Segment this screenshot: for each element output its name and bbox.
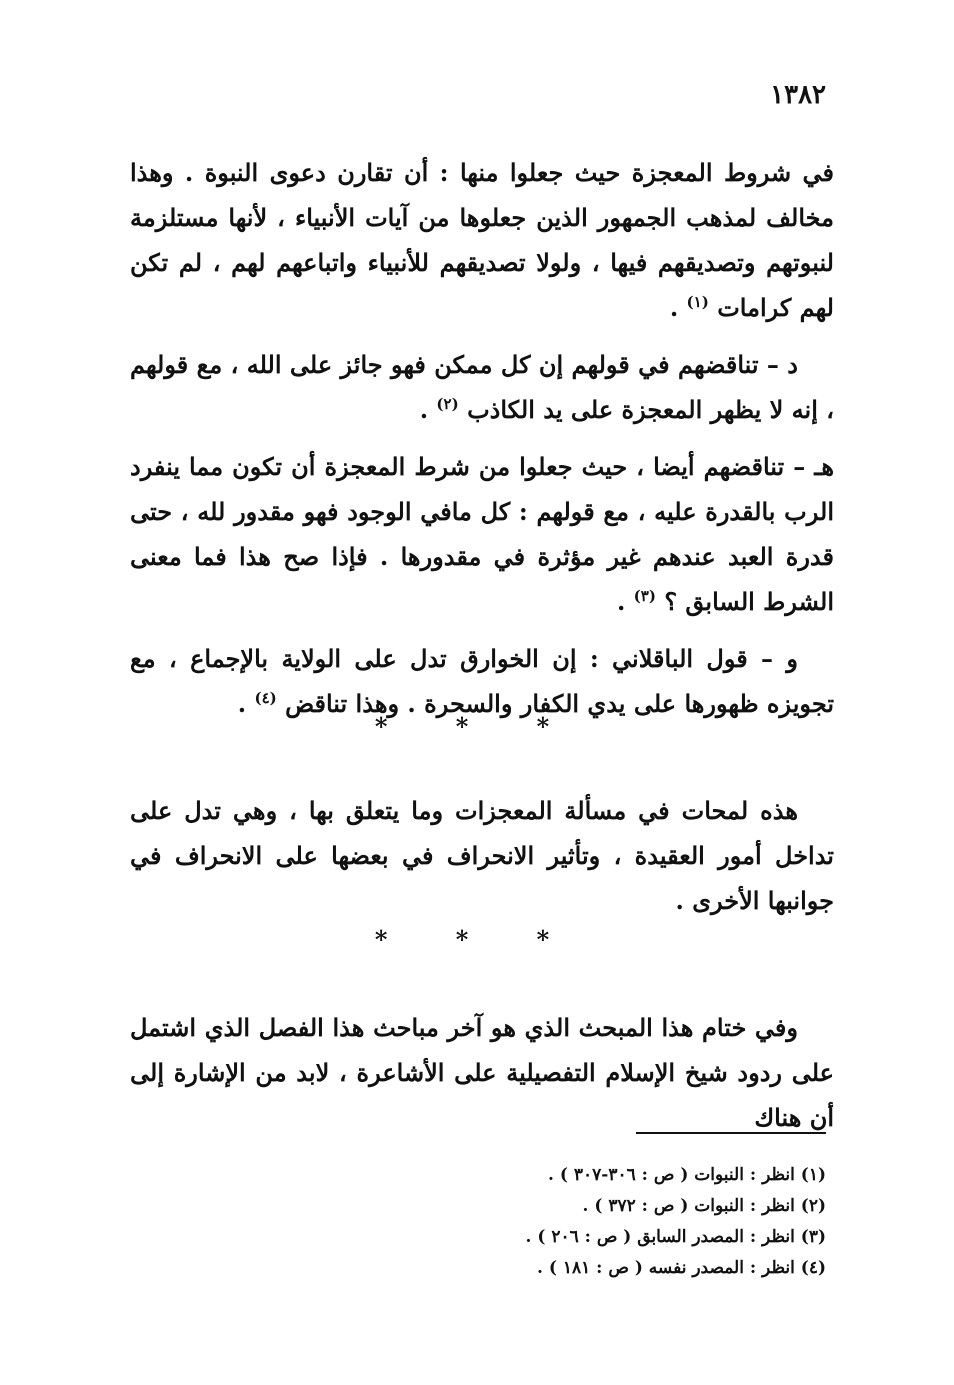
footnotes	[300, 1160, 826, 1284]
paragraph-dal	[130, 342, 834, 432]
footnote-3: (٣) انظر : المصدر السابق ( ص : ٢٠٦ ) .	[525, 1227, 826, 1247]
paragraph-text: هـ – تناقضهم أيضا ، حيث جعلوا من شرط المعجزة أن تكون مما ينفرد الرب بالقدرة عليه ، مع قولهم : كل مافي الوجود فهو مقدور لله ، حتى قدرة العبد عندهم غير مؤثرة في مقدورها . فإذا صح هذا فما معنى الشرط السابق ؟	[130, 452, 834, 616]
paragraph-summary: هذه لمحات في مسألة المعجزات وما يتعلق بها ، وهي تدل على تداخل أمور العقيدة ، وتأثير الانحراف في بعضها على الانحراف في جوانبها الأخرى .	[130, 796, 834, 915]
footnote-ref-1: (١)	[686, 293, 709, 311]
section-separator-2: * * *	[374, 925, 580, 954]
footnote-divider	[636, 1132, 826, 1134]
page-number: ١٣٨٢	[770, 80, 826, 110]
footnote-4: (٤) انظر : المصدر نفسه ( ص : ١٨١ ) .	[537, 1258, 826, 1278]
bottom-section	[130, 1005, 834, 1140]
paragraph-text: د – تناقضهم في قولهم إن كل ممكن فهو جائز على الله ، مع قولهم ، إنه لا يظهر المعجزة على يد الكاذب	[130, 350, 834, 424]
section-separator-1: * * *	[374, 712, 580, 741]
footnote-ref-4: (٤)	[254, 689, 277, 707]
footnote-ref-3: (٣)	[633, 587, 656, 605]
paragraph-end: .	[419, 395, 437, 424]
top-section	[130, 150, 834, 726]
footnote-ref-2: (٢)	[436, 395, 459, 413]
middle-section	[130, 788, 834, 923]
paragraph-end: .	[616, 587, 634, 616]
paragraph-conclusion: وفي ختام هذا المبحث الذي هو آخر مباحث هذا الفصل الذي اشتمل على ردود شيخ الإسلام التفصيلية على الأشاعرة ، لابد من الإشارة إلى أن هناك	[130, 1013, 834, 1132]
paragraph-text: و – قول الباقلاني : إن الخوارق تدل على الولاية بالإجماع ، مع تجويزه ظهورها على يدي الكفار والسحرة . وهذا تناقض	[130, 644, 834, 718]
paragraph-ha	[130, 444, 834, 624]
paragraph-end: .	[669, 293, 687, 322]
paragraph-end: .	[237, 689, 255, 718]
paragraph-conditions	[130, 150, 834, 330]
footnote-2: (٢) انظر : النبوات ( ص : ٣٧٢ ) .	[582, 1196, 826, 1216]
paragraph-text: في شروط المعجزة حيث جعلوا منها : أن تقارن دعوى النبوة . وهذا مخالف لمذهب الجمهور الذين جعلوها من آيات الأنبياء ، لأنها مستلزمة لنبوتهم وتصديقهم فيها ، ولولا تصديقهم للأنبياء واتباعهم لهم ، لم تكن لهم كرامات	[130, 158, 834, 322]
footnote-1: (١) انظر : النبوات ( ص : ٣٠٦-٣٠٧ ) .	[548, 1165, 826, 1185]
